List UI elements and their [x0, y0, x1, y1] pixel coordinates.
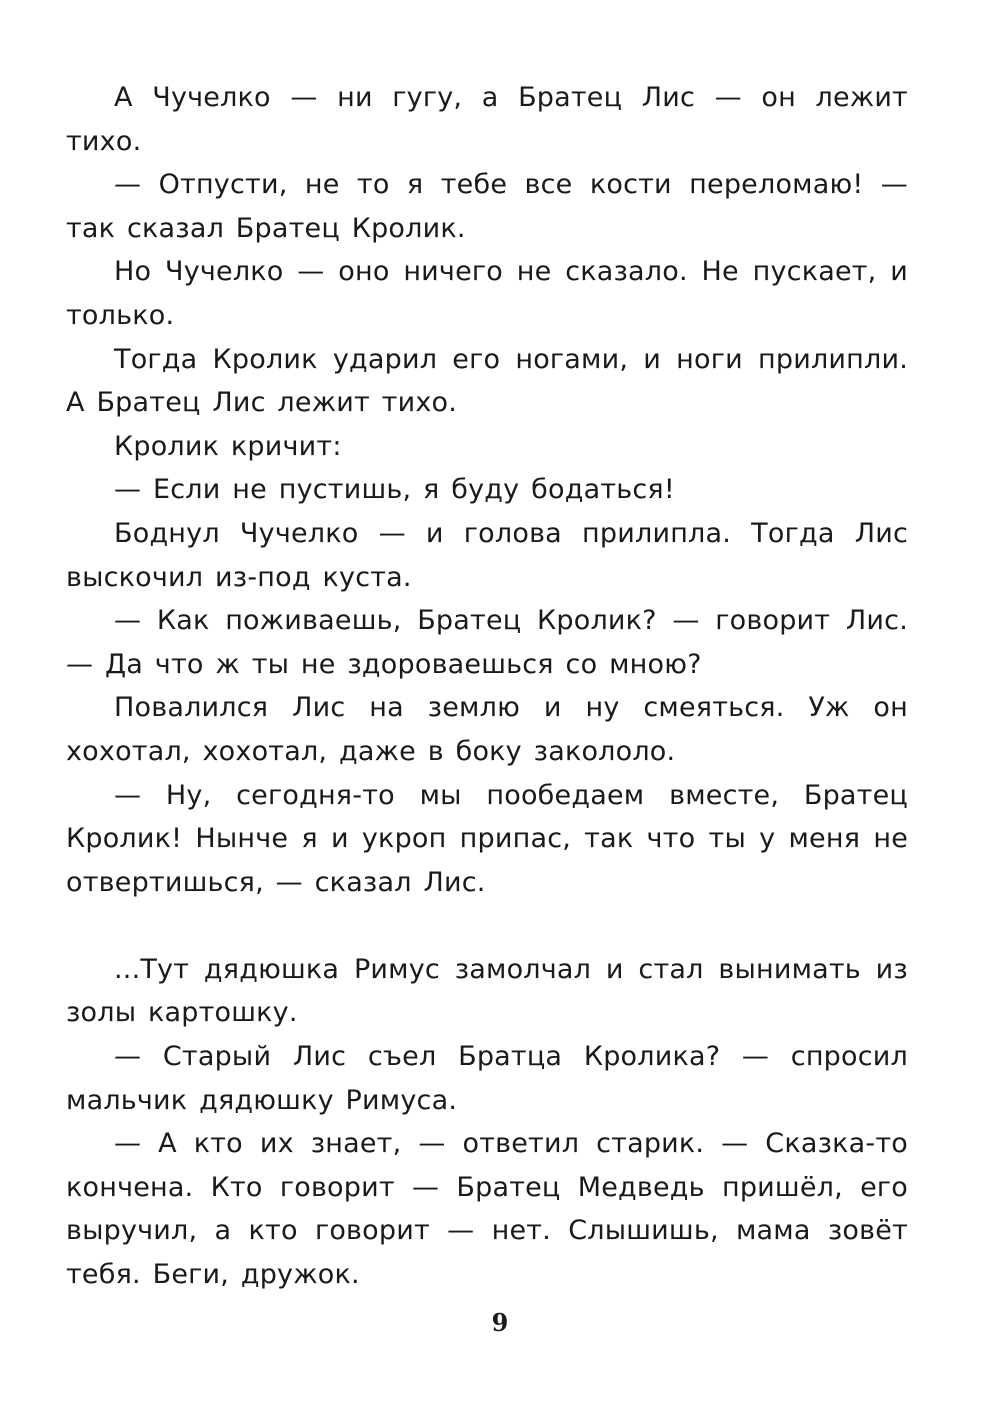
paragraph: А Чучелко — ни гугу, а Братец Лис — он лежит тихо.: [66, 82, 908, 157]
paragraph: Повалился Лис на землю и ну смеяться. Уж он хохотал, хохотал, даже в боку закололо.: [66, 692, 908, 767]
paragraph: — Если не пустишь, я буду бодаться!: [114, 474, 675, 506]
paragraph: Тогда Кролик ударил его ногами, и ноги прилипли. А Братец Лис лежит тихо.: [66, 343, 908, 419]
paragraph: — А кто их знает, — ответил старик. — Сказка-то кончена. Кто говорит — Братец Медведь пришёл, его выручил, а кто говорит — нет. Слышишь, мама зовёт тебя. Беги, дружок.: [66, 1128, 908, 1291]
paragraph: Но Чучелко — оно ничего не сказало. Не пускает, и только.: [66, 256, 908, 331]
paragraph: ...Тут дядюшка Римус замолчал и стал вынимать из золы картошку.: [66, 953, 908, 1029]
page-text: [66, 76, 908, 1297]
paragraph: Боднул Чучелко — и голова прилипла. Тогда Лис выскочил из-под куста.: [66, 517, 908, 593]
paragraph: — Отпусти, не то я тебе все кости переломаю! — так сказал Братец Кролик.: [66, 169, 908, 244]
page-number: 9: [491, 1308, 509, 1337]
paragraph: — Ну, сегодня-то мы пообедаем вместе, Братец Кролик! Нынче я и укроп припас, так что ты у меня не отвертишься, — сказал Лис.: [66, 779, 908, 898]
paragraph: Кролик кричит:: [114, 430, 342, 462]
paragraph: — Старый Лис съел Братца Кролика? — спросил мальчик дядюшку Римуса.: [66, 1041, 908, 1116]
paragraph: — Как поживаешь, Братец Кролик? — говорит Лис. — Да что ж ты не здороваешься со мною?: [66, 605, 908, 680]
section-break: [66, 904, 908, 948]
